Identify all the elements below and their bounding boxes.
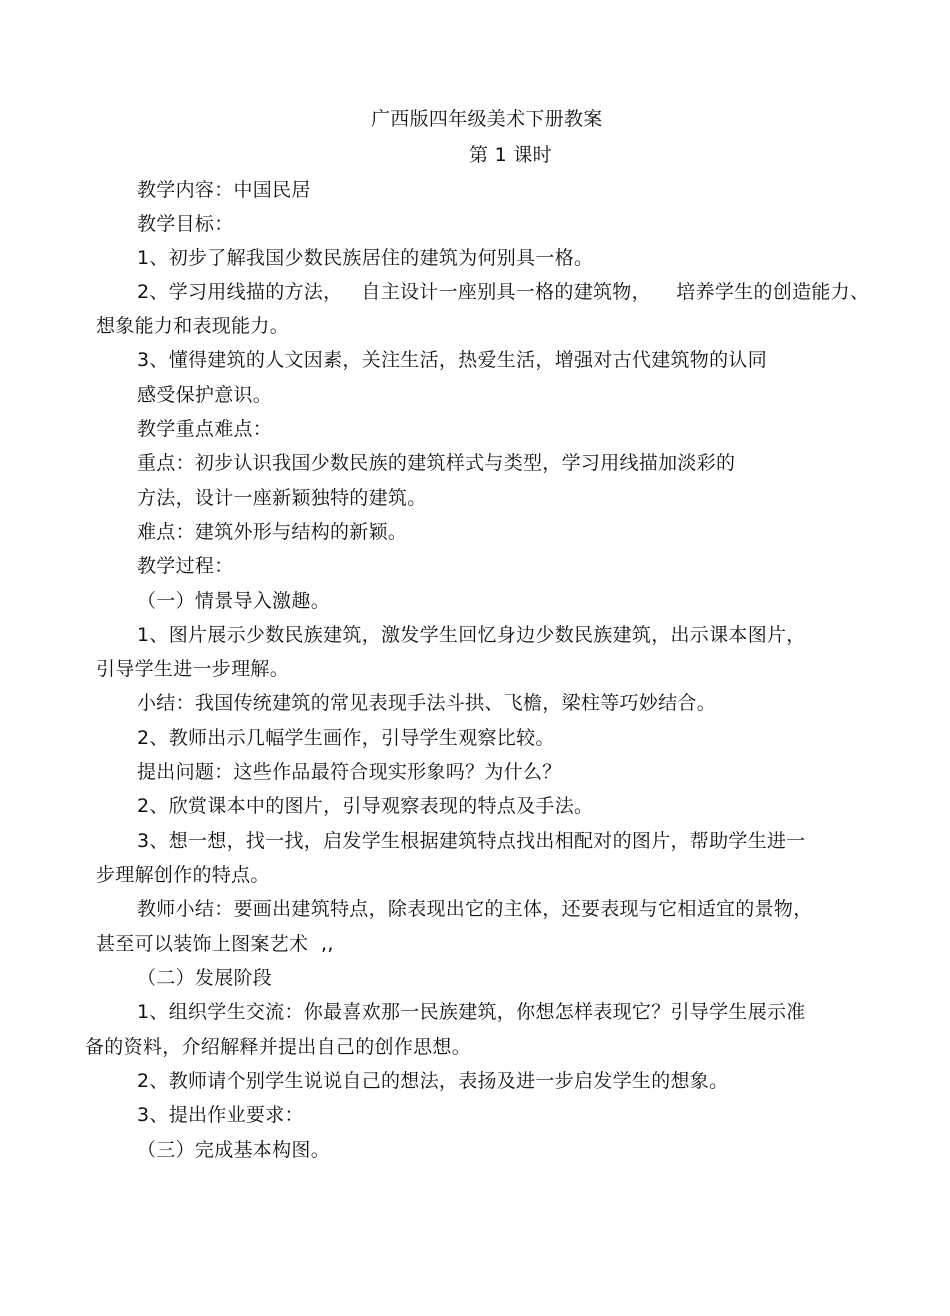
text-line: 难点：建筑外形与结构的新颖。 — [137, 521, 408, 543]
text-line: 想象能力和表现能力。 — [96, 315, 290, 337]
text-line: 3、想一想，找一找，启发学生根据建筑特点找出相配对的图片，帮助学生进一 — [137, 830, 806, 852]
text-line: 教师小结：要画出建筑特点，除表现出它的主体，还要表现与它相适宜的景物， — [137, 898, 813, 920]
text-line: 2、欣赏课本中的图片，引导观察表现的特点及手法。 — [137, 795, 594, 817]
text-line: 2、教师请个别学生说说自己的想法，表扬及进一步启发学生的想象。 — [137, 1070, 729, 1092]
text-line: 提出问题：这些作品最符合现实形象吗？为什么？ — [137, 761, 562, 783]
text-line: 教学重点难点： — [137, 418, 273, 440]
text-line: （一）情景导入激趣。 — [137, 590, 331, 612]
lesson-number: 第 1 课时 — [469, 144, 552, 166]
text-line: 甚至可以装饰上图案艺术 ,, — [96, 933, 334, 955]
text-line: 感受保护意识。 — [137, 384, 273, 406]
text-line: 1、组织学生交流：你最喜欢那一民族建筑，你想怎样表现它？引导学生展示准 — [137, 1001, 806, 1023]
text-line: 教学目标： — [137, 213, 234, 235]
text-line: 小结：我国传统建筑的常见表现手法斗拱、飞檐，梁柱等巧妙结合。 — [137, 692, 717, 714]
text-line: 2、教师出示几幅学生画作，引导学生观察比较。 — [137, 727, 555, 749]
text-line: 引导学生进一步理解。 — [96, 658, 290, 680]
text-line: （二）发展阶段 — [137, 967, 273, 989]
text-line: 方法，设计一座新颖独特的建筑。 — [137, 487, 427, 509]
text-line: 教学过程： — [137, 555, 234, 577]
text-line: 1、图片展示少数民族建筑，激发学生回忆身边少数民族建筑，出示课本图片， — [137, 624, 806, 646]
text-line: 备的资料，介绍解释并提出自己的创作思想。 — [85, 1036, 472, 1058]
text-line: 3、懂得建筑的人文因素，关注生活，热爱生活，增强对古代建筑物的认同 — [137, 349, 767, 371]
text-line: （三）完成基本构图。 — [137, 1139, 331, 1161]
document-title: 广西版四年级美术下册教案 — [371, 108, 603, 130]
text-line: 2、学习用线描的方法， 自主设计一座别具一格的建筑物， 培养学生的创造能力、 — [137, 281, 870, 303]
text-line: 3、提出作业要求： — [137, 1104, 304, 1126]
text-line: 教学内容：中国民居 — [137, 179, 311, 201]
text-line: 1、初步了解我国少数民族居住的建筑为何别具一格。 — [137, 247, 594, 269]
text-line: 步理解创作的特点。 — [96, 864, 270, 886]
text-line: 重点：初步认识我国少数民族的建筑样式与类型，学习用线描加淡彩的 — [137, 452, 736, 474]
